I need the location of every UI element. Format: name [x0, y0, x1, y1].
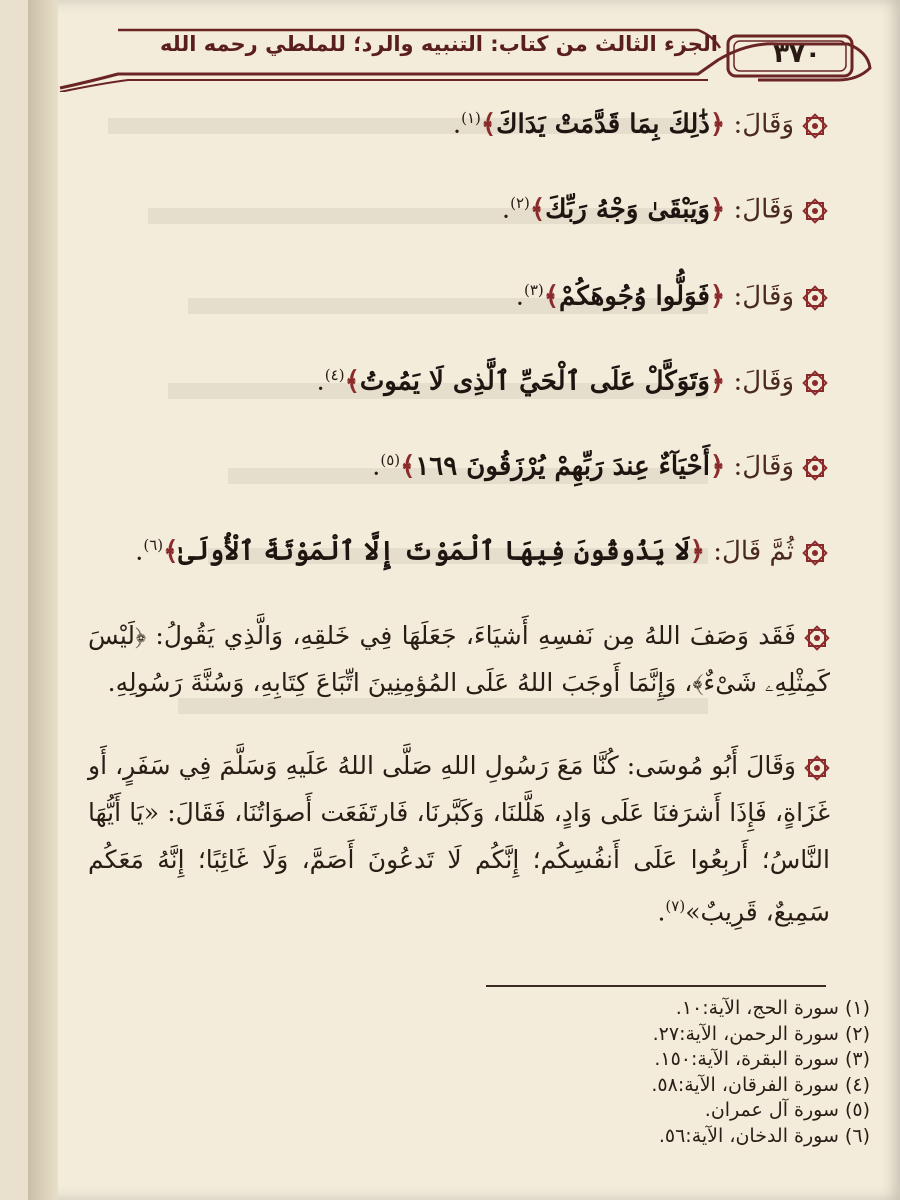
footnotes — [478, 996, 870, 1149]
verse-intro: وَقَالَ: — [733, 109, 794, 140]
footnote: (٦) سورة الدخان، الآية:٥٦. — [658, 1124, 870, 1147]
verse-intro: وَقَالَ: — [733, 366, 794, 397]
verse-line: ثُمَّ قَالَ: ﴿لَا يَذُوقُونَ فِيهَا ٱلْمَوْتَ إِلَّا ٱلْمَوْتَةَ ٱلْأُولَىٰ﴾$^{(٦)}$. — [88, 525, 828, 572]
footnote: (١) سورة الحج، الآية:١٠. — [675, 997, 870, 1019]
star-ornament-icon — [802, 198, 828, 224]
paragraph-text: فَقَد وَصَفَ اللهُ مِن نَفسِهِ أَشيَاءَ، جَعَلَهَا فِي خَلقِهِ، وَالَّذِي يَقُولُ: ﴿لَيْسَ كَمِثْلِهِۦ شَىْءٌ﴾، وَإِنَّمَا أَوجَبَ اللهُ عَلَى المُؤمِنِينَ اتِّبَاعَ كِتَابِهِ، وَسُنَّةَ رَسُولِهِ. — [88, 621, 830, 697]
verse-text: ذَٰلِكَ بِمَا قَدَّمَتْ يَدَاكَ — [496, 109, 710, 140]
verse-intro: وَقَالَ: — [733, 194, 794, 225]
footnote-divider — [486, 985, 826, 987]
verse-text: فَوَلُّوا وُجُوهَكُمْ — [559, 281, 710, 312]
paragraph — [88, 612, 830, 706]
star-ornament-icon — [802, 455, 828, 481]
footnote: (٣) سورة البقرة، الآية:١٥٠. — [654, 1048, 870, 1070]
verse-line: وَقَالَ: ﴿ذَٰلِكَ بِمَا قَدَّمَتْ يَدَاكَ﴾$^{(١)}$. — [88, 98, 828, 145]
star-ornament-icon — [802, 285, 828, 311]
footnote: (٥) سورة آل عمران. — [704, 1099, 870, 1121]
verse-intro: وَقَالَ: — [733, 281, 794, 312]
verse-text: لَا يَذُوقُونَ فِيهَا ٱلْمَوْتَ إِلَّا ٱلْمَوْتَةَ ٱلْأُولَىٰ — [178, 536, 690, 567]
footnote-ref: (١) — [461, 109, 481, 127]
verse-line: وَقَالَ: ﴿وَتَوَكَّلْ عَلَى ٱلْحَيِّ ٱلَّذِى لَا يَمُوتُ﴾$^{(٤)}$. — [88, 355, 828, 402]
footnote-ref: (٦) — [143, 536, 164, 554]
footnote-ref: (٢) — [510, 194, 530, 212]
verse-intro: وَقَالَ: — [733, 451, 794, 482]
verse-line: وَقَالَ: ﴿وَيَبْقَىٰ وَجْهُ رَبِّكَ﴾$^{(٢)}$. — [88, 183, 828, 230]
footnote-ref: (٣) — [524, 281, 544, 299]
star-ornament-icon — [804, 755, 830, 781]
footnote-ref: (٧) — [665, 897, 686, 915]
star-ornament-icon — [804, 625, 830, 651]
verse-text: وَتَوَكَّلْ عَلَى ٱلْحَيِّ ٱلَّذِى لَا يَمُوتُ — [359, 366, 710, 397]
header-title: الجزء الثالث من كتاب: التنبيه والرد؛ للملطي رحمه الله — [160, 32, 718, 56]
paragraph: وَقَالَ أَبُو مُوسَى: كُنَّا مَعَ رَسُولِ اللهِ صَلَّى اللهُ عَلَيهِ وَسَلَّمَ فِي سَفَرٍ، أَو غَزَاةٍ، فَإِذَا أَشرَفنَا عَلَى وَادٍ، هَلَّلنَا، وَكَبَّرنَا، فَارتَفَعَت أَصوَاتُنَا، فَقَالَ: «يَا أَيُّهَا النَّاسُ؛ أَربِعُوا عَلَى أَنفُسِكُم؛ إِنَّكُم لَا تَدعُونَ أَصَمَّ، وَلَا غَائِبًا؛ إِنَّهُ مَعَكُم سَمِيعٌ، قَرِيبٌ»$^{(٧)}$. — [88, 751, 830, 927]
verse-line: وَقَالَ: ﴿فَوَلُّوا وُجُوهَكُمْ﴾$^{(٣)}$. — [88, 270, 828, 317]
verse-text: وَيَبْقَىٰ وَجْهُ رَبِّكَ — [545, 194, 710, 225]
paragraph-text: وَقَالَ أَبُو مُوسَى: كُنَّا مَعَ رَسُولِ اللهِ صَلَّى اللهُ عَلَيهِ وَسَلَّمَ فِي سَفَرٍ، أَو غَزَاةٍ، فَإِذَا أَشرَفنَا عَلَى وَادٍ، هَلَّلنَا، وَكَبَّرنَا، فَارتَفَعَت أَصوَاتُنَا، فَقَالَ: «يَا أَيُّهَا النَّاسُ؛ أَربِعُوا عَلَى أَنفُسِكُم؛ إِنَّكُم لَا تَدعُونَ أَصَمَّ، وَلَا غَائِبًا؛ إِنَّهُ مَعَكُم سَمِيعٌ، قَرِيبٌ» — [88, 751, 830, 927]
verse-line: وَقَالَ: ﴿أَحْيَآءٌ عِندَ رَبِّهِمْ يُرْزَقُونَ ١٦٩﴾$^{(٥)}$. — [88, 440, 828, 487]
running-header — [58, 22, 888, 92]
facing-page-edge — [28, 0, 58, 1200]
footnote-ref: (٥) — [380, 451, 401, 469]
star-ornament-icon — [802, 540, 828, 566]
page-number: ٣٧٠ — [773, 39, 821, 69]
star-ornament-icon — [802, 113, 828, 139]
footnote-ref: (٤) — [324, 366, 345, 384]
book-page — [28, 0, 900, 1200]
footnote: (٢) سورة الرحمن، الآية:٢٧. — [652, 1022, 870, 1045]
verse-text: أَحْيَآءٌ عِندَ رَبِّهِمْ يُرْزَقُونَ ١٦٩ — [415, 451, 710, 482]
star-ornament-icon — [802, 370, 828, 396]
verse-intro: ثُمَّ قَالَ: — [713, 536, 794, 567]
footnote: (٤) سورة الفرقان، الآية:٥٨. — [651, 1073, 870, 1096]
